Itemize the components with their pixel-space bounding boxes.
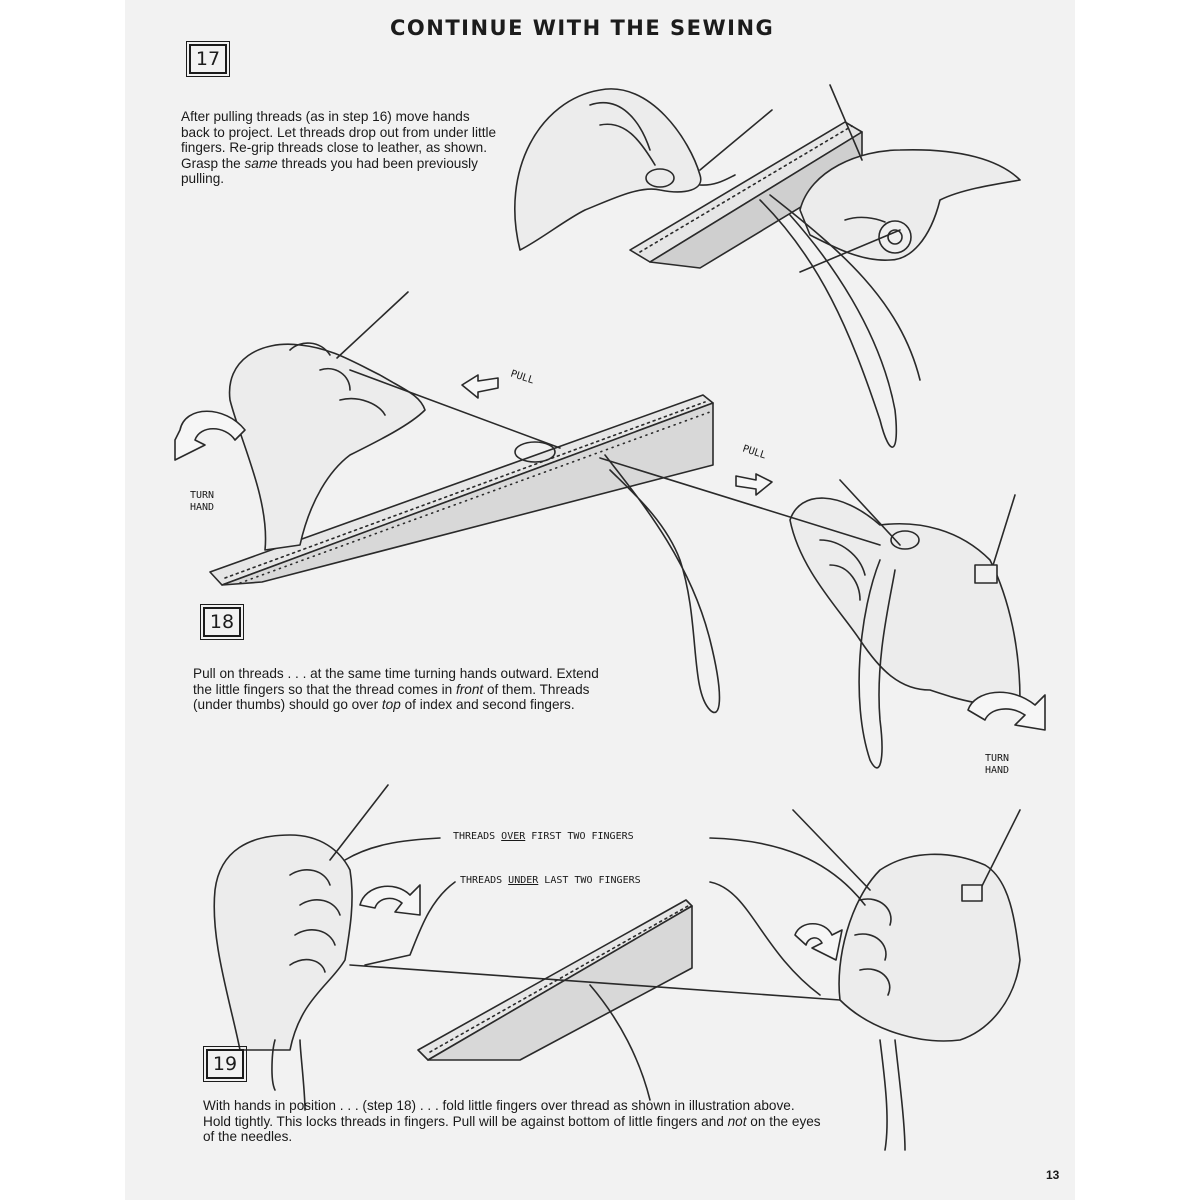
step17-illustration <box>515 85 1020 447</box>
pull-right-label: PULL <box>741 443 768 462</box>
page-number: 13 <box>1046 1168 1060 1182</box>
step-17-text: After pulling threads (as in step 16) move hands back to project. Let threads drop out from under little fingers. Re-grip threads close to leather, as shown. Grasp the same threads you had been previously pulling. <box>181 109 497 186</box>
step19-right-hand <box>839 854 1020 1041</box>
threads-over-label: THREADS OVER FIRST TWO FINGERS <box>453 831 634 842</box>
step-19-text: With hands in position . . . (step 18) . . . fold little fingers over thread as shown in illustration above. Hold tightly. This locks threads in fingers. Pull will be against bottom of little fingers and not on the eyes of the needles. <box>203 1098 821 1144</box>
step18-pull-left-arrow <box>462 375 498 398</box>
threads-under-label: THREADS UNDER LAST TWO FINGERS <box>460 875 641 886</box>
step18-left-turn-arrow <box>175 411 245 460</box>
turn-hand-right-label: TURN HAND <box>984 753 1010 776</box>
step19-right-turn-arrow <box>795 924 842 960</box>
step18-right-turn-arrow <box>968 692 1045 730</box>
step19-left-hand <box>214 835 352 1050</box>
turn-hand-left-label: TURN HAND <box>189 490 215 513</box>
step18-right-hand <box>790 498 1020 704</box>
step-18-text: Pull on threads . . . at the same time turning hands outward. Extend the little fingers so that the thread comes in front of them. Threads (under thumbs) should go over top of index and second fingers. <box>193 666 599 712</box>
step-17-number: 17 <box>189 44 227 74</box>
page-title: CONTINUE WITH THE SEWING <box>390 16 775 40</box>
step19-left-turn-arrow <box>360 885 420 915</box>
step18-pull-right-arrow <box>736 474 772 495</box>
step-18-number: 18 <box>203 607 241 637</box>
step-19-number: 19 <box>206 1049 244 1079</box>
pull-left-label: PULL <box>509 368 536 387</box>
